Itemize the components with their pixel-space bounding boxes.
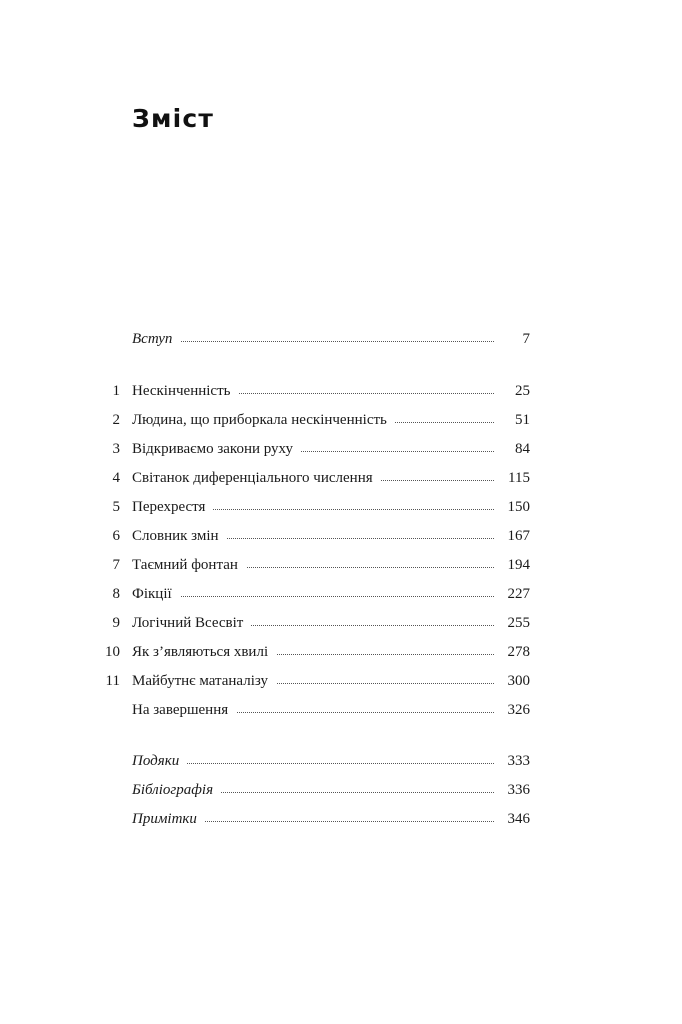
toc-entry-chapter-8[interactable] [0,583,682,605]
toc-entry-title: Словник змін [132,525,227,547]
toc-entry-title: Як з’являються хвилі [132,641,276,663]
toc-entry-title: Нескінченність [132,380,238,402]
toc-entry-page: 227 [507,586,530,602]
toc-entry-conclusion[interactable] [0,699,682,721]
toc-entry-chapter-3[interactable] [0,438,682,460]
toc-entry-page: 278 [507,644,530,660]
chapter-number: 2 [112,412,120,428]
toc-entry-title: Бібліографія [132,779,221,801]
toc-entry-title: Майбутнє матаналізу [132,670,276,692]
toc-entry-bibliography[interactable] [0,779,682,801]
toc-entry-title: Фікції [132,583,180,605]
toc-entry-title: На завершення [132,699,236,721]
dot-leader [140,763,494,764]
toc-entry-page: 167 [507,528,530,544]
toc-entry-page: 84 [515,441,530,457]
toc-entry-chapter-5[interactable] [0,496,682,518]
toc-entry-chapter-1[interactable] [0,380,682,402]
toc-entry-page: 194 [507,557,530,573]
chapter-number: 5 [112,499,120,515]
toc-entry-page: 255 [507,615,530,631]
page-title: Зміст [132,104,215,133]
chapter-number: 8 [112,586,120,602]
toc-entry-page: 336 [507,782,530,798]
toc-entry-notes[interactable] [0,808,682,830]
chapter-number: 7 [112,557,120,573]
toc-entry-page: 150 [507,499,530,515]
toc-entry-title: Перехрестя [132,496,213,518]
toc-entry-chapter-7[interactable] [0,554,682,576]
toc-entry-chapter-11[interactable] [0,670,682,692]
toc-entry-chapter-2[interactable] [0,409,682,431]
toc-entry-page: 326 [507,702,530,718]
chapter-number: 3 [112,441,120,457]
toc-entry-page: 333 [507,753,530,769]
toc-entry-title: Вступ [132,328,180,350]
toc-entry-page: 300 [507,673,530,689]
toc-entry-page: 51 [515,412,530,428]
toc-entry-title: Світанок диференціального числення [132,467,381,489]
toc-entry-page: 25 [515,383,530,399]
toc-entry-title: Логічний Всесвіт [132,612,251,634]
toc-entry-chapter-4[interactable] [0,467,682,489]
chapter-number: 6 [112,528,120,544]
toc-entry-acknowledgements[interactable] [0,750,682,772]
dot-leader [140,596,494,597]
chapter-number: 9 [112,615,120,631]
toc-entry-page: 346 [507,811,530,827]
toc-entry-title: Подяки [132,750,187,772]
chapter-number: 1 [112,383,120,399]
toc-entry-title: Людина, що приборкала нескінченність [132,409,395,431]
chapter-number: 4 [112,470,120,486]
chapter-number: 10 [105,644,120,660]
toc-entry-page: 115 [508,470,530,486]
toc-entry-chapter-9[interactable] [0,612,682,634]
toc-entry-page: 7 [522,331,530,347]
chapter-number: 11 [105,673,120,689]
toc-entry-title: Таємний фонтан [132,554,246,576]
toc-entry-chapter-10[interactable] [0,641,682,663]
toc-entry-title: Відкриваємо закони руху [132,438,301,460]
toc-entry-title: Примітки [132,808,205,830]
dot-leader [140,341,494,342]
toc-entry-chapter-6[interactable] [0,525,682,547]
toc-entry-intro[interactable] [0,328,682,350]
